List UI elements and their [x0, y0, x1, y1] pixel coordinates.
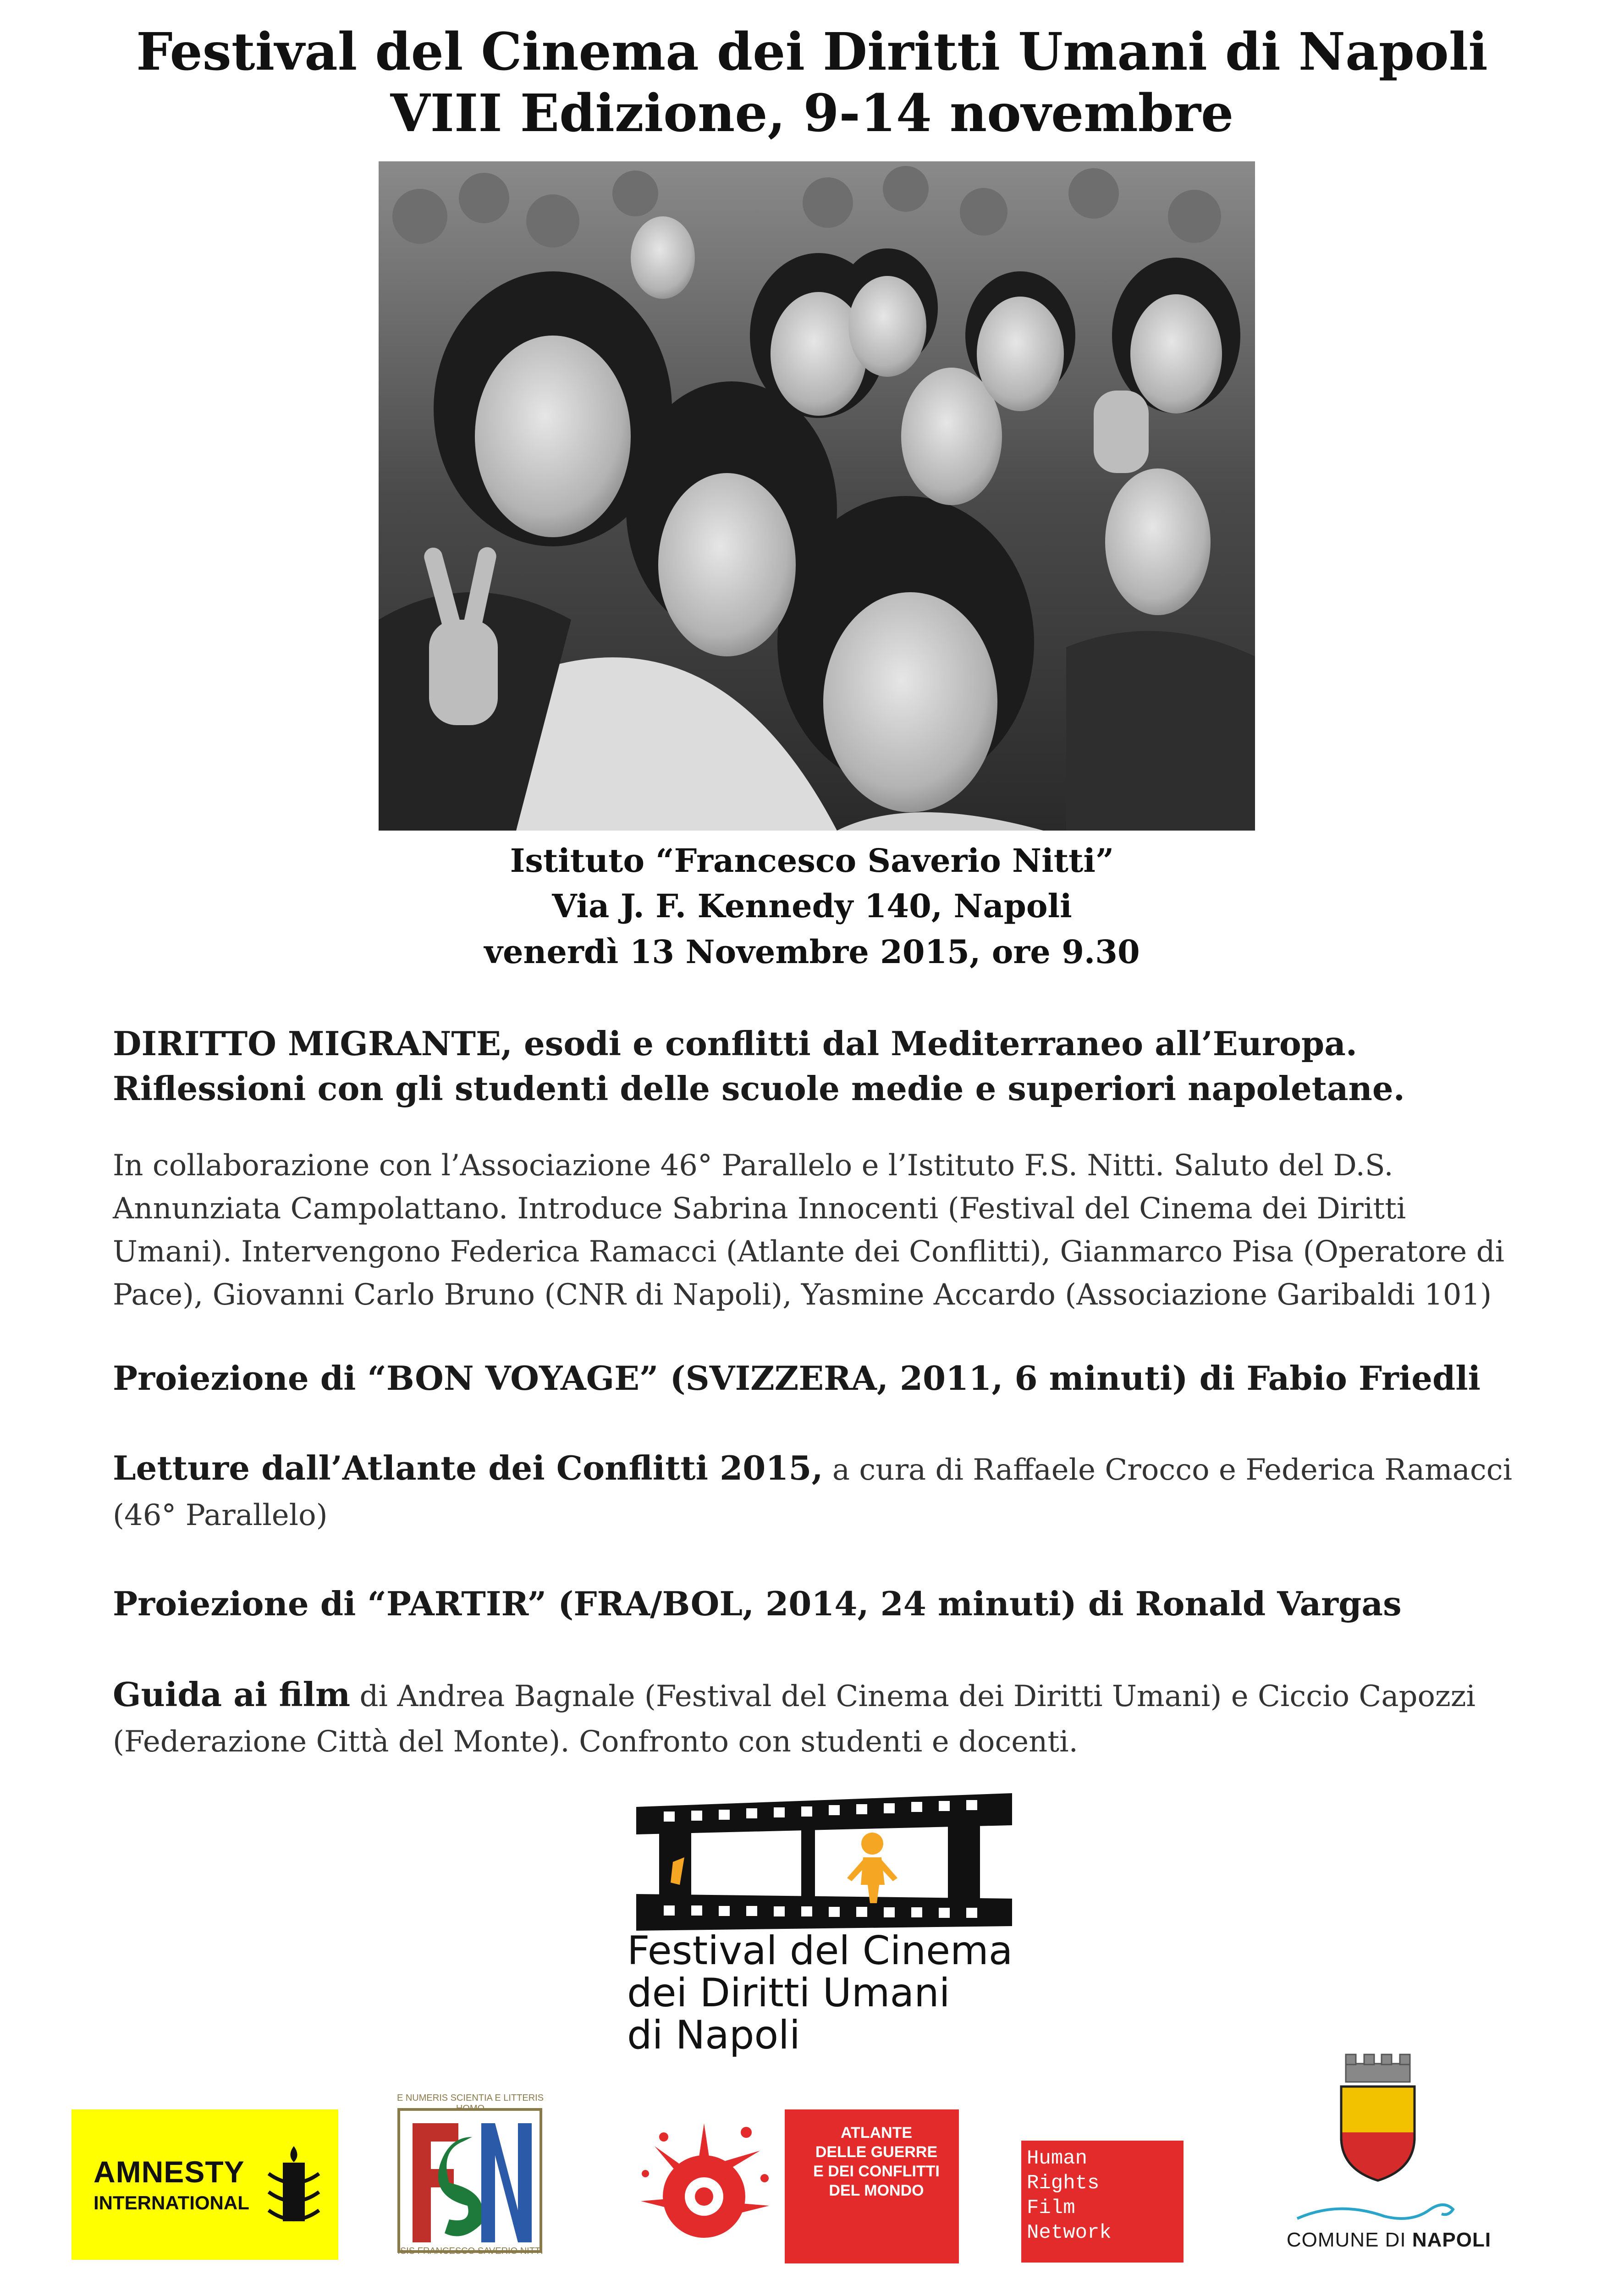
- comune-napoli-label: [1274, 2229, 1503, 2252]
- child-figure-icon: [847, 1833, 897, 1903]
- edition-subtitle: VIII Edizione, 9-14 novembre: [390, 83, 1234, 143]
- atlante-line3: E DEI CONFLITTI: [813, 2163, 940, 2180]
- venue-address: Via J. F. Kennedy 140, Napoli: [552, 887, 1072, 925]
- group-photo: [379, 161, 1255, 831]
- hrfn-line2: Rights: [1027, 2172, 1100, 2195]
- festival-logo-line3: di Napoli: [627, 2012, 800, 2058]
- atlante-splash-logo: [627, 2109, 781, 2263]
- hrfn-logo: [1021, 2141, 1184, 2263]
- screening-partir: Proiezione di “PARTIR” (FRA/BOL, 2014, 24 minuti) di Ronald Vargas: [113, 1584, 1402, 1623]
- atlante-line2: DELLE GUERRE: [815, 2143, 938, 2161]
- hrfn-line4: Network: [1027, 2221, 1112, 2244]
- screening-bon-voyage: Proiezione di “BON VOYAGE” (SVIZZERA, 2011, 6 minuti) di Fabio Friedli: [113, 1359, 1481, 1398]
- napoli-crest-icon: [1332, 2050, 1424, 2183]
- comune-city: NAPOLI: [1412, 2229, 1492, 2251]
- readings-item: [113, 1446, 1525, 1538]
- film-guide-title: Guida ai film: [113, 1675, 351, 1714]
- amnesty-logo: [72, 2109, 338, 2260]
- isis-name: ISIS FRANCESCO SAVERIO NITTI: [397, 2246, 543, 2256]
- event-datetime: venerdì 13 Novembre 2015, ore 9.30: [484, 933, 1140, 971]
- film-guide-detail: di Andrea Bagnale (Festival del Cinema dei Diritti Umani) e Ciccio Capozzi (Federazione Città del Monte). Confronto con studenti e docenti.: [113, 1679, 1475, 1759]
- atlante-logo: [785, 2109, 959, 2263]
- film-guide-item: [113, 1672, 1525, 1764]
- readings-detail: a cura di Raffaele Crocco e Federica Ramacci (46° Parallelo): [113, 1453, 1513, 1532]
- candle-icon: [264, 2146, 324, 2229]
- festival-logo-line1: Festival del Cinema: [627, 1928, 1013, 1974]
- amnesty-name: AMNESTY: [94, 2155, 245, 2189]
- amnesty-subname: INTERNATIONAL: [94, 2192, 249, 2213]
- venue-name: Istituto “Francesco Saverio Nitti”: [510, 842, 1114, 880]
- isis-nitti-logo: [394, 2093, 545, 2272]
- comune-prefix: COMUNE DI: [1286, 2229, 1412, 2251]
- hrfn-line3: Film: [1027, 2197, 1075, 2219]
- page-title: Festival del Cinema dei Diritti Umani di Napoli: [136, 22, 1488, 82]
- festival-logo-text: [627, 1930, 1040, 2056]
- program-intro: In collaborazione con l’Associazione 46° Parallelo e l’Istituto F.S. Nitti. Saluto del D.S. Annunziata Campolattano. Introduce Sabrina Innocenti (Festival del Cinema dei Diritti Umani). Intervengono Federica Ramacci (Atlante dei Conflitti), Gianmarco Pisa (Operatore di Pace), Giovanni Carlo Bruno (CNR di Napoli), Yasmine Accardo (Associazione Garibaldi 101): [113, 1149, 1505, 1312]
- festival-logo-line2: dei Diritti Umani: [627, 1970, 950, 2016]
- readings-title: Letture dall’Atlante dei Conflitti 2015,: [113, 1448, 823, 1487]
- napoli-wave-icon: [1293, 2196, 1467, 2228]
- program-heading: DIRITTO MIGRANTE, esodi e conflitti dal Mediterraneo all’Europa. Riflessioni con gli studenti delle scuole medie e superiori napoletane.: [113, 1024, 1405, 1108]
- atlante-line4: DEL MONDO: [829, 2182, 924, 2199]
- atlante-line1: ATLANTE: [840, 2124, 913, 2142]
- hrfn-line1: Human: [1027, 2147, 1088, 2170]
- isis-motto: E NUMERIS SCIENTIA E LITTERIS: [396, 2093, 544, 2103]
